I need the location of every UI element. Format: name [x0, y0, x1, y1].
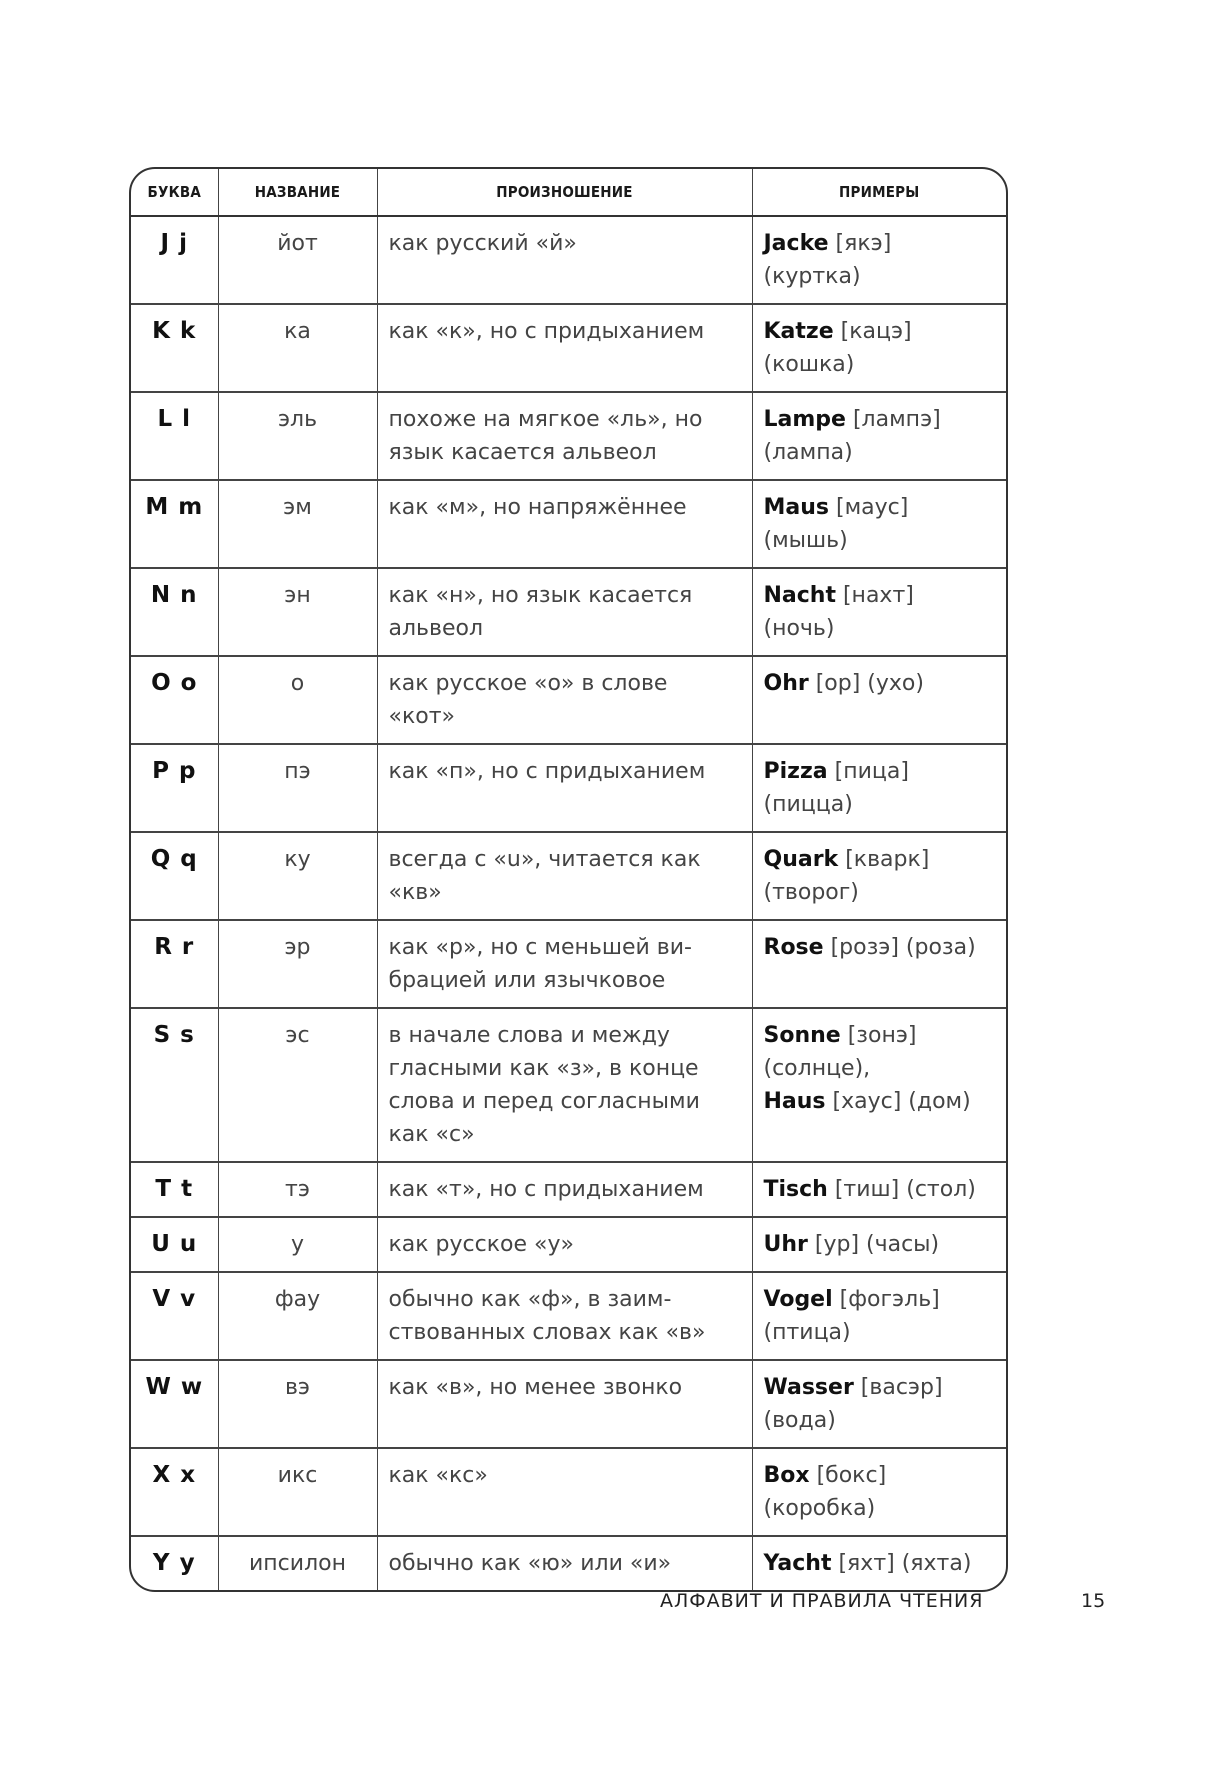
- pronunciation-line: как русское «о» в слове: [388, 671, 668, 696]
- letter-cell: Q q: [131, 832, 218, 920]
- example-line: [764, 843, 1001, 876]
- name-cell: пэ: [218, 744, 377, 832]
- example-transcription: (мышь): [763, 528, 848, 553]
- example-transcription: [розэ] (роза): [823, 935, 976, 960]
- pronunciation-line: обычно как «ф», в заим-: [388, 1287, 672, 1312]
- example-word: Maus: [763, 495, 829, 520]
- pronunciation-line: «кот»: [388, 704, 455, 729]
- pronunciation-cell: [377, 1217, 752, 1272]
- example-word: Box: [763, 1463, 810, 1488]
- example-word: Lampe: [763, 407, 846, 432]
- alphabet-table-frame: [129, 167, 1008, 1592]
- name-cell: вэ: [218, 1360, 377, 1448]
- example-word: Katze: [763, 319, 834, 344]
- letter-cell: N n: [131, 568, 218, 656]
- letter-cell: S s: [131, 1008, 218, 1162]
- letter-cell: M m: [131, 480, 218, 568]
- examples-cell: [752, 1536, 1006, 1590]
- example-word: Haus: [763, 1089, 826, 1114]
- pronunciation-cell: [377, 1272, 752, 1360]
- pronunciation-line: как «в», но менее звонко: [388, 1375, 683, 1400]
- pronunciation-cell: [377, 216, 752, 304]
- example-transcription: [ур] (часы): [807, 1232, 940, 1257]
- pronunciation-cell: [377, 920, 752, 1008]
- pronunciation-cell: [377, 1008, 752, 1162]
- letter-cell: T t: [131, 1162, 218, 1217]
- name-cell: эс: [218, 1008, 377, 1162]
- pronunciation-cell: [377, 480, 752, 568]
- letter-cell: X x: [131, 1448, 218, 1536]
- example-transcription: [фогэль]: [832, 1287, 940, 1312]
- table-row: [131, 920, 1006, 1008]
- table-row: [131, 1008, 1006, 1162]
- name-cell: икс: [218, 1448, 377, 1536]
- example-transcription: (коробка): [763, 1496, 876, 1521]
- example-transcription: [хаус] (дом): [825, 1089, 971, 1114]
- example-word: Rose: [763, 935, 824, 960]
- example-word: Ohr: [763, 671, 809, 696]
- examples-cell: [752, 304, 1006, 392]
- example-line: [764, 1173, 1001, 1206]
- example-word: Vogel: [763, 1287, 833, 1312]
- header-pronunciation: ПРОИЗНОШЕНИЕ: [377, 169, 752, 216]
- example-word: Sonne: [763, 1023, 841, 1048]
- examples-cell: [752, 392, 1006, 480]
- example-transcription: [яхт] (яхта): [831, 1551, 972, 1576]
- pronunciation-line: как «м», но напряжённее: [388, 495, 687, 520]
- pronunciation-line: как «к», но с придыханием: [388, 319, 705, 344]
- pronunciation-line: всегда с «u», читается как: [388, 847, 701, 872]
- example-line: [764, 403, 1001, 436]
- example-word: Uhr: [763, 1232, 808, 1257]
- alphabet-table: [131, 169, 1006, 1590]
- pronunciation-line: «кв»: [388, 880, 442, 905]
- name-cell: ку: [218, 832, 377, 920]
- pronunciation-cell: [377, 1360, 752, 1448]
- pronunciation-line: гласными как «з», в конце: [388, 1056, 699, 1081]
- example-transcription: (вода): [763, 1408, 836, 1433]
- pronunciation-cell: [377, 1536, 752, 1590]
- pronunciation-line: как «т», но с придыханием: [388, 1177, 704, 1202]
- pronunciation-cell: [377, 832, 752, 920]
- examples-cell: [752, 1162, 1006, 1217]
- example-word: Wasser: [763, 1375, 854, 1400]
- pronunciation-line: как «кс»: [388, 1463, 488, 1488]
- letter-cell: L l: [131, 392, 218, 480]
- header-name: НАЗВАНИЕ: [218, 169, 377, 216]
- letter-cell: K k: [131, 304, 218, 392]
- examples-cell: [752, 216, 1006, 304]
- example-line: [764, 436, 1001, 469]
- table-row: [131, 1360, 1006, 1448]
- example-line: [764, 1283, 1001, 1316]
- letter-cell: O o: [131, 656, 218, 744]
- examples-cell: [752, 1272, 1006, 1360]
- name-cell: фау: [218, 1272, 377, 1360]
- example-transcription: (кошка): [763, 352, 855, 377]
- example-transcription: [тиш] (стол): [827, 1177, 976, 1202]
- letter-cell: Y y: [131, 1536, 218, 1590]
- example-line: [764, 1547, 1001, 1580]
- examples-cell: [752, 1360, 1006, 1448]
- pronunciation-line: как «п», но с придыханием: [388, 759, 706, 784]
- pronunciation-cell: [377, 656, 752, 744]
- pronunciation-cell: [377, 744, 752, 832]
- example-line: [764, 876, 1001, 909]
- table-row: [131, 304, 1006, 392]
- example-line: [764, 1052, 1001, 1085]
- header-examples: ПРИМЕРЫ: [752, 169, 1006, 216]
- example-line: [764, 1371, 1001, 1404]
- name-cell: йот: [218, 216, 377, 304]
- example-transcription: [бокс]: [809, 1463, 887, 1488]
- example-line: [764, 579, 1001, 612]
- example-line: [764, 931, 1001, 964]
- pronunciation-cell: [377, 392, 752, 480]
- name-cell: ка: [218, 304, 377, 392]
- example-line: [764, 1459, 1001, 1492]
- example-line: [764, 1085, 1001, 1118]
- footer-chapter-title: АЛФАВИТ И ПРАВИЛА ЧТЕНИЯ: [660, 1590, 984, 1612]
- pronunciation-line: брацией или язычковое: [388, 968, 666, 993]
- examples-cell: [752, 832, 1006, 920]
- example-transcription: [васэр]: [853, 1375, 943, 1400]
- example-transcription: [кварк]: [838, 847, 930, 872]
- table-row: [131, 216, 1006, 304]
- name-cell: эм: [218, 480, 377, 568]
- example-transcription: [кацэ]: [833, 319, 912, 344]
- example-transcription: [лампэ]: [845, 407, 941, 432]
- example-line: [764, 667, 1001, 700]
- pronunciation-cell: [377, 1448, 752, 1536]
- table-row: [131, 832, 1006, 920]
- table-row: [131, 568, 1006, 656]
- pronunciation-line: обычно как «ю» или «и»: [388, 1551, 672, 1576]
- example-line: [764, 1404, 1001, 1437]
- pronunciation-cell: [377, 304, 752, 392]
- pronunciation-line: похоже на мягкое «ль», но: [388, 407, 703, 432]
- letter-cell: W w: [131, 1360, 218, 1448]
- example-transcription: (ночь): [763, 616, 835, 641]
- example-transcription: (куртка): [763, 264, 861, 289]
- example-line: [764, 1492, 1001, 1525]
- example-transcription: [якэ]: [828, 231, 892, 256]
- name-cell: о: [218, 656, 377, 744]
- example-transcription: (лампа): [763, 440, 853, 465]
- name-cell: эр: [218, 920, 377, 1008]
- name-cell: тэ: [218, 1162, 377, 1217]
- example-line: [764, 1228, 1001, 1261]
- letter-cell: V v: [131, 1272, 218, 1360]
- examples-cell: [752, 1008, 1006, 1162]
- table-row: [131, 1217, 1006, 1272]
- examples-cell: [752, 1448, 1006, 1536]
- pronunciation-cell: [377, 1162, 752, 1217]
- pronunciation-line: как русское «у»: [388, 1232, 574, 1257]
- table-row: [131, 1272, 1006, 1360]
- pronunciation-line: как «н», но язык касается: [388, 583, 693, 608]
- example-line: [764, 315, 1001, 348]
- name-cell: у: [218, 1217, 377, 1272]
- example-line: [764, 260, 1001, 293]
- pronunciation-line: как «с»: [388, 1122, 475, 1147]
- example-word: Pizza: [763, 759, 828, 784]
- letter-cell: R r: [131, 920, 218, 1008]
- page-number: 15: [1081, 1590, 1106, 1612]
- table-header-row: [131, 169, 1006, 216]
- example-line: [764, 1019, 1001, 1052]
- example-word: Quark: [763, 847, 839, 872]
- letter-cell: J j: [131, 216, 218, 304]
- examples-cell: [752, 1217, 1006, 1272]
- example-transcription: (птица): [763, 1320, 851, 1345]
- examples-cell: [752, 568, 1006, 656]
- pronunciation-line: как русский «й»: [388, 231, 577, 256]
- table-row: [131, 1448, 1006, 1536]
- table-row: [131, 480, 1006, 568]
- pronunciation-line: в начале слова и между: [388, 1023, 670, 1048]
- pronunciation-line: как «р», но с меньшей ви-: [388, 935, 692, 960]
- example-transcription: (творог): [763, 880, 859, 905]
- table-row: [131, 656, 1006, 744]
- example-transcription: (пицца): [763, 792, 853, 817]
- example-line: [764, 788, 1001, 821]
- table-row: [131, 744, 1006, 832]
- table-row: [131, 392, 1006, 480]
- examples-cell: [752, 920, 1006, 1008]
- example-line: [764, 227, 1001, 260]
- name-cell: эль: [218, 392, 377, 480]
- example-line: [764, 348, 1001, 381]
- pronunciation-line: язык касается альвеол: [388, 440, 657, 465]
- examples-cell: [752, 656, 1006, 744]
- pronunciation-cell: [377, 568, 752, 656]
- examples-cell: [752, 744, 1006, 832]
- name-cell: эн: [218, 568, 377, 656]
- example-line: [764, 1316, 1001, 1349]
- example-line: [764, 755, 1001, 788]
- example-word: Nacht: [763, 583, 836, 608]
- example-word: Jacke: [763, 231, 829, 256]
- pronunciation-line: слова и перед согласными: [388, 1089, 700, 1114]
- example-transcription: (солнце),: [763, 1056, 871, 1081]
- example-line: [764, 612, 1001, 645]
- example-transcription: [зонэ]: [840, 1023, 917, 1048]
- pronunciation-line: альвеол: [388, 616, 484, 641]
- example-transcription: [ор] (ухо): [808, 671, 924, 696]
- table-row: [131, 1536, 1006, 1590]
- pronunciation-line: ствованных словах как «в»: [388, 1320, 706, 1345]
- header-letter: БУКВА: [131, 169, 218, 216]
- example-transcription: [маус]: [829, 495, 909, 520]
- example-word: Yacht: [763, 1551, 832, 1576]
- example-word: Tisch: [763, 1177, 828, 1202]
- example-transcription: [нахт]: [835, 583, 914, 608]
- example-line: [764, 524, 1001, 557]
- name-cell: ипсилон: [218, 1536, 377, 1590]
- letter-cell: P p: [131, 744, 218, 832]
- letter-cell: U u: [131, 1217, 218, 1272]
- examples-cell: [752, 480, 1006, 568]
- example-line: [764, 491, 1001, 524]
- example-transcription: [пица]: [827, 759, 909, 784]
- table-body: [131, 216, 1006, 1590]
- table-row: [131, 1162, 1006, 1217]
